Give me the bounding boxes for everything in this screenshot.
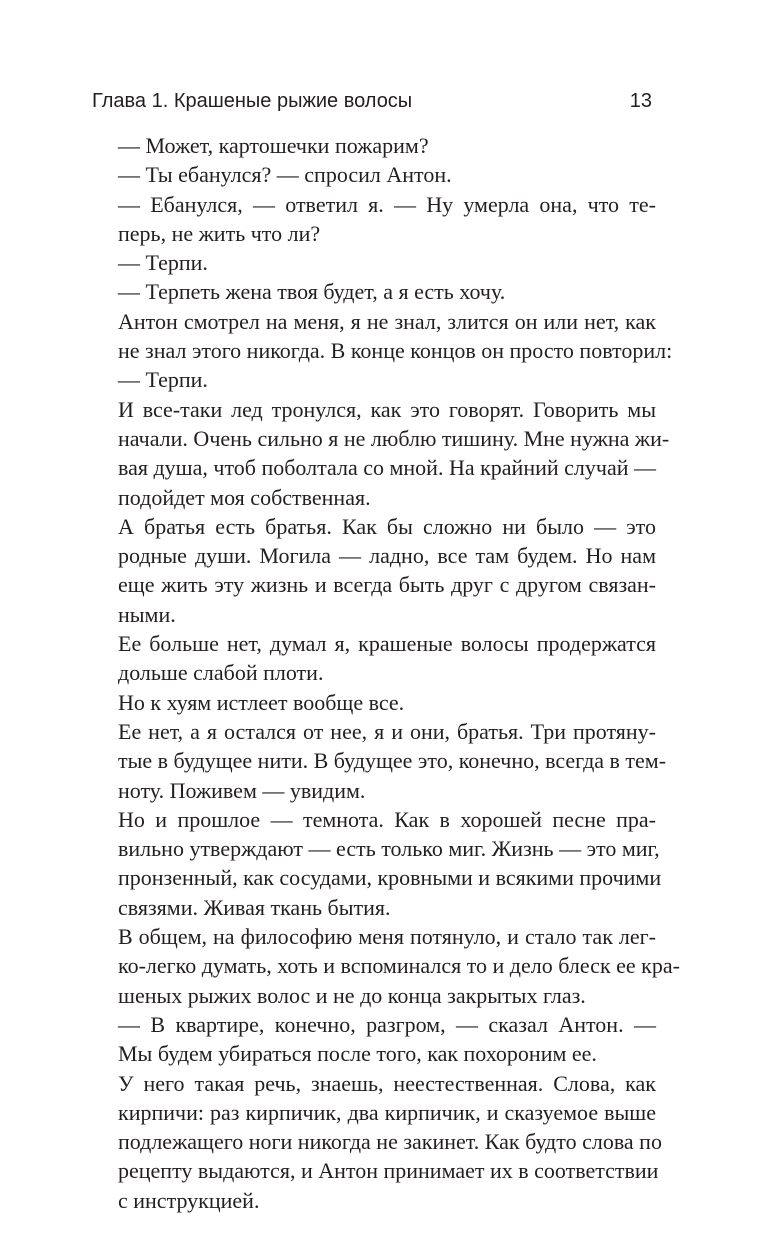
text-line: А братья есть братья. Как бы сложно ни было — это: [118, 513, 656, 539]
text-line: ко-легко думать, хоть и вспоминался то и дело блеск ее кра-: [118, 953, 680, 979]
paragraph: [118, 190, 656, 249]
text-line: Антон смотрел на меня, я не знал, злится он или нет, как: [118, 308, 656, 334]
text-line: вильно утверждают — есть только миг. Жизнь — это миг,: [118, 836, 660, 862]
page-number: 13: [629, 90, 652, 112]
text-line: — Ебанулся, — ответил я. — Ну умерла она, что те-: [118, 191, 656, 217]
text-line: с инструкцией.: [118, 1187, 260, 1213]
chapter-title: Глава 1. Крашеные рыжие волосы: [92, 90, 413, 112]
paragraph: [118, 277, 656, 306]
text-line: ноту. Поживем — увидим.: [118, 777, 366, 803]
body-text: [118, 131, 680, 1215]
running-header: [92, 86, 652, 116]
text-line: — В квартире, конечно, разгром, — сказал Антон. —: [118, 1011, 656, 1037]
text-line: пронзенный, как сосудами, кровными и всякими прочими: [118, 865, 662, 891]
text-line: еще жить эту жизнь и всегда быть друг с другом связан-: [118, 572, 656, 598]
text-line: Но к хуям истлеет вообще все.: [118, 689, 405, 715]
paragraph: [118, 395, 670, 512]
text-line: — Терпи.: [118, 367, 208, 393]
text-line: Мы будем убираться после того, как похороним ее.: [118, 1041, 597, 1067]
paragraph: [118, 160, 656, 189]
text-line: начали. Очень сильно я не люблю тишину. Мне нужна жи-: [118, 425, 670, 451]
text-line: Ее больше нет, думал я, крашеные волосы продержатся: [118, 631, 656, 657]
text-line: родные души. Могила — ладно, все там будем. Но нам: [118, 543, 656, 569]
paragraph: [118, 131, 656, 160]
text-line: подлежащего ноги никогда не закинет. Как будто слова по: [118, 1129, 662, 1155]
text-line: Ее нет, а я остался от нее, я и они, братья. Три протяну-: [118, 718, 656, 744]
text-line: В общем, на философию меня потянуло, и стало так лег-: [118, 924, 656, 950]
text-line: дольше слабой плоти.: [118, 660, 324, 686]
paragraph: [118, 688, 656, 717]
paragraph: [118, 1069, 662, 1215]
text-line: — Может, картошечки пожарим?: [118, 133, 429, 158]
text-line: перь, не жить что ли?: [118, 220, 321, 246]
text-line: рецепту выдаются, и Антон принимает их в соответствии: [118, 1158, 659, 1184]
paragraph: [118, 248, 656, 277]
text-line: подойдет моя собственная.: [118, 484, 371, 510]
text-line: не знал этого никогда. В конце концов он просто повторил:: [118, 338, 673, 364]
paragraph: [118, 629, 656, 688]
text-line: И все-таки лед тронулся, как это говорят. Говорить мы: [118, 396, 656, 422]
paragraph: [118, 717, 667, 805]
paragraph: [118, 307, 673, 366]
text-line: — Ты ебанулся? — спросил Антон.: [118, 162, 452, 188]
paragraph: [118, 365, 656, 394]
text-line: тые в будущее нити. В будущее это, конечно, всегда в тем-: [118, 748, 667, 774]
text-line: Но и прошлое — темнота. Как в хорошей песне пра-: [118, 806, 656, 832]
paragraph: [118, 512, 656, 629]
text-line: — Терпи.: [118, 250, 208, 276]
text-line: шеных рыжих волос и не до конца закрытых глаз.: [118, 982, 586, 1008]
text-line: — Терпеть жена твоя будет, а я есть хочу.: [118, 279, 506, 305]
paragraph: [118, 922, 680, 1010]
text-line: вая душа, чтоб поболтала со мной. На крайний случай —: [118, 455, 656, 481]
paragraph: [118, 1010, 656, 1069]
text-line: ными.: [118, 601, 176, 627]
paragraph: [118, 805, 662, 922]
text-line: связями. Живая ткань бытия.: [118, 894, 391, 920]
text-line: кирпичи: раз кирпичик, два кирпичик, и сказуемое выше: [118, 1099, 656, 1125]
text-line: У него такая речь, знаешь, неестественная. Слова, как: [118, 1070, 656, 1096]
